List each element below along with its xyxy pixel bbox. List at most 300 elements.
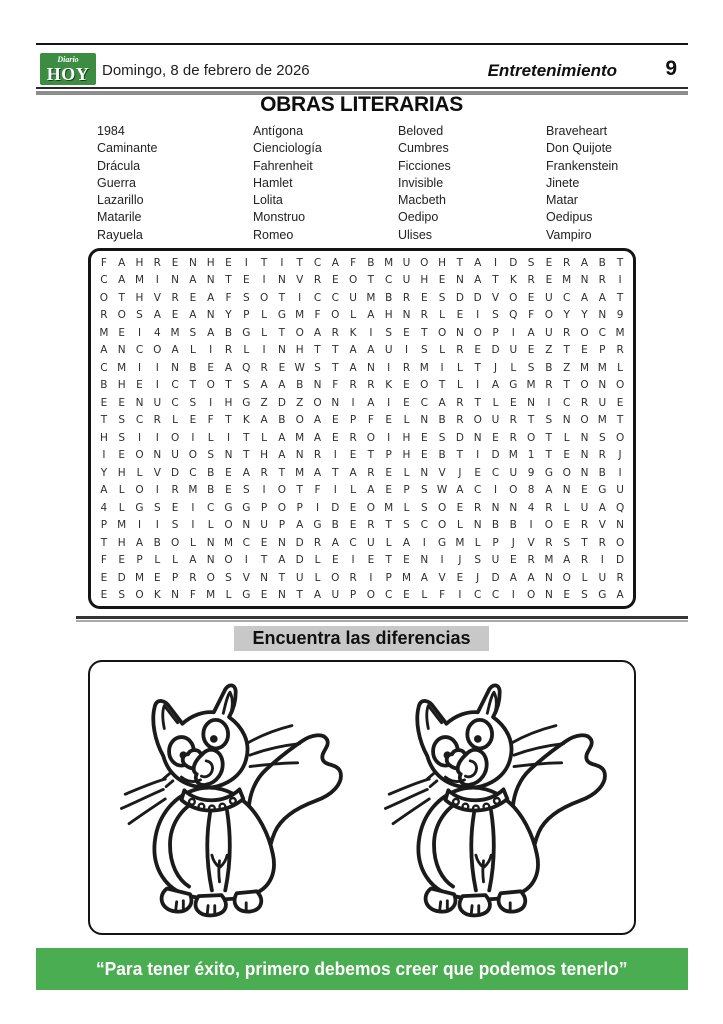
grid-cell: C — [171, 396, 179, 409]
grid-cell: M — [99, 326, 109, 339]
grid-cell: A — [420, 571, 428, 584]
grid-cell: T — [118, 291, 125, 304]
grid-cell: E — [260, 589, 268, 602]
grid-cell: E — [527, 344, 535, 357]
grid-cell: O — [188, 449, 198, 462]
grid-cell: T — [492, 274, 499, 287]
grid-cell: C — [420, 396, 428, 409]
grid-cell: O — [117, 309, 126, 322]
grid-cell: R — [313, 449, 322, 462]
grid-cell: I — [244, 554, 248, 567]
cat-drawing-left — [106, 678, 354, 918]
grid-cell: F — [350, 256, 357, 269]
grid-cell: H — [99, 431, 108, 444]
grid-cell: I — [493, 256, 498, 269]
grid-cell: C — [385, 589, 393, 602]
grid-cell: E — [118, 326, 126, 339]
grid-cell: A — [349, 466, 357, 479]
grid-cell: T — [278, 326, 286, 339]
grid-cell: B — [331, 519, 339, 532]
grid-cell: K — [385, 379, 393, 392]
grid-cell: A — [153, 309, 161, 322]
grid-cell: T — [616, 414, 624, 427]
grid-cell: I — [155, 379, 159, 392]
grid-cell: Q — [615, 501, 625, 514]
grid-cell: A — [100, 344, 108, 357]
grid-cell: O — [295, 414, 304, 427]
grid-cell: D — [277, 396, 286, 409]
grid-cell: E — [349, 519, 357, 532]
grid-cell: A — [189, 309, 197, 322]
grid-cell: E — [616, 396, 624, 409]
grid-cell: C — [563, 396, 571, 409]
grid-cell: A — [100, 484, 108, 497]
word-item: Vampiro — [546, 227, 592, 242]
grid-cell: E — [403, 379, 410, 392]
grid-cell: E — [118, 449, 126, 462]
grid-cell: B — [385, 291, 393, 304]
grid-cell: P — [492, 536, 499, 549]
grid-cell: R — [331, 326, 339, 339]
grid-cell: B — [598, 256, 606, 269]
grid-cell: A — [349, 344, 357, 357]
grid-cell: E — [385, 466, 393, 479]
grid-cell: R — [545, 501, 553, 514]
grid-cell: C — [100, 361, 108, 374]
grid-cell: O — [526, 589, 536, 602]
grid-cell: C — [100, 274, 108, 287]
word-list-column — [546, 123, 618, 244]
grid-cell: L — [189, 344, 196, 357]
grid-cell: S — [474, 554, 482, 567]
grid-cell: F — [100, 554, 107, 567]
grid-cell: O — [366, 501, 376, 514]
grid-cell: R — [527, 274, 535, 287]
grid-cell: J — [458, 554, 462, 567]
grid-cell: G — [509, 379, 518, 392]
grid-cell: O — [615, 536, 625, 549]
word-item: 1984 — [97, 124, 125, 138]
grid-cell: M — [117, 519, 127, 532]
grid-cell: I — [226, 431, 231, 444]
grid-cell: S — [438, 431, 446, 444]
grid-cell: L — [510, 361, 517, 374]
grid-cell: E — [581, 344, 588, 357]
grid-cell: I — [333, 484, 337, 497]
grid-cell: E — [420, 291, 428, 304]
grid-cell: T — [332, 361, 339, 374]
grid-cell: H — [402, 431, 411, 444]
grid-cell: I — [102, 449, 106, 462]
grid-cell: I — [280, 256, 284, 269]
grid-cell: U — [598, 396, 607, 409]
grid-cell: O — [99, 291, 109, 304]
grid-cell: S — [385, 326, 393, 339]
grid-cell: R — [580, 519, 589, 532]
grid-cell: E — [278, 361, 286, 374]
grid-cell: N — [544, 571, 553, 584]
grid-cell: M — [295, 431, 305, 444]
grid-cell: L — [154, 554, 161, 567]
grid-cell: M — [117, 361, 127, 374]
grid-cell: O — [437, 519, 447, 532]
grid-cell: R — [598, 274, 606, 287]
grid-cell: F — [332, 379, 339, 392]
grid-cell: G — [544, 466, 553, 479]
grid-cell: A — [367, 309, 375, 322]
grid-cell: A — [474, 274, 482, 287]
grid-cell: 4 — [153, 326, 161, 339]
grid-cell: C — [313, 291, 322, 304]
grid-cell: U — [491, 414, 500, 427]
grid-cell: G — [277, 309, 286, 322]
grid-cell: U — [402, 274, 411, 287]
grid-cell: E — [171, 309, 179, 322]
date-text: Domingo, 8 de febrero de 2026 — [102, 62, 310, 79]
grid-cell: F — [314, 484, 321, 497]
grid-cell: A — [491, 379, 500, 392]
grid-cell: O — [153, 344, 162, 357]
grid-cell: L — [136, 466, 143, 479]
grid-cell: E — [563, 589, 571, 602]
grid-cell: N — [242, 519, 251, 532]
grid-cell: P — [243, 309, 250, 322]
grid-cell: N — [491, 501, 500, 514]
grid-cell: N — [171, 361, 180, 374]
grid-cell: F — [528, 309, 535, 322]
grid-cell: A — [616, 589, 624, 602]
grid-cell: A — [313, 589, 322, 602]
word-item: Oedipus — [546, 210, 593, 225]
grid-cell: S — [242, 484, 250, 497]
grid-cell: L — [225, 589, 232, 602]
grid-cell: H — [295, 344, 304, 357]
grid-cell: R — [402, 361, 411, 374]
grid-cell: T — [100, 536, 108, 549]
grid-cell: H — [438, 256, 447, 269]
grid-cell: A — [296, 519, 304, 532]
grid-cell: M — [188, 484, 198, 497]
grid-cell: T — [385, 554, 392, 567]
grid-cell: O — [331, 571, 340, 584]
grid-cell: M — [544, 554, 554, 567]
grid-cell: S — [136, 309, 143, 322]
grid-cell: R — [224, 344, 233, 357]
grid-cell: R — [509, 431, 517, 444]
grid-cell: I — [351, 396, 355, 409]
grid-cell: V — [527, 536, 535, 549]
grid-cell: I — [137, 361, 142, 374]
grid-cell: F — [225, 291, 232, 304]
grid-cell: A — [313, 326, 322, 339]
grid-cell: S — [420, 484, 428, 497]
word-item: Invisible — [398, 175, 444, 190]
grid-cell: E — [100, 396, 108, 409]
grid-cell: I — [209, 344, 213, 357]
grid-cell: A — [207, 326, 215, 339]
grid-cell: O — [473, 326, 482, 339]
grid-cell: J — [493, 361, 498, 374]
grid-cell: I — [511, 326, 515, 339]
grid-cell: C — [491, 466, 500, 479]
grid-cell: I — [191, 519, 195, 532]
grid-cell: N — [420, 466, 429, 479]
grid-cell: T — [545, 449, 553, 462]
grid-cell: J — [618, 449, 622, 462]
grid-cell: R — [420, 309, 428, 322]
grid-cell: A — [456, 484, 464, 497]
grid-cell: L — [118, 501, 125, 514]
grid-cell: F — [100, 256, 107, 269]
grid-cell: P — [599, 344, 606, 357]
grid-cell: I — [351, 554, 355, 567]
grid-cell: E — [189, 414, 197, 427]
grid-cell: O — [544, 519, 554, 532]
grid-cell: S — [545, 414, 553, 427]
grid-cell: R — [100, 309, 108, 322]
grid-cell: C — [563, 291, 571, 304]
grid-cell: T — [563, 379, 570, 392]
grid-cell: C — [171, 379, 179, 392]
grid-cell: T — [225, 379, 232, 392]
grid-cell: S — [581, 589, 588, 602]
grid-cell: S — [420, 344, 428, 357]
grid-cell: U — [295, 571, 304, 584]
grid-cell: M — [295, 309, 305, 322]
grid-cell: L — [207, 519, 214, 532]
grid-cell: L — [350, 484, 357, 497]
grid-cell: O — [562, 466, 571, 479]
grid-cell: I — [369, 571, 373, 584]
word-item: Drácula — [97, 158, 141, 173]
word-item: Hamlet — [253, 175, 293, 190]
grid-cell: R — [189, 571, 197, 584]
grid-cell: S — [527, 361, 535, 374]
grid-cell: 4 — [100, 501, 108, 514]
grid-cell: U — [349, 291, 357, 304]
grid-cell: K — [242, 414, 250, 427]
grid-cell: O — [420, 256, 429, 269]
grid-cell: N — [135, 396, 144, 409]
grid-cell: O — [224, 554, 233, 567]
section-title: Entretenimiento — [487, 61, 617, 80]
grid-cell: I — [315, 501, 320, 514]
grid-cell: N — [562, 414, 571, 427]
grid-cell: N — [527, 396, 536, 409]
grid-cell: D — [509, 256, 518, 269]
grid-cell: I — [137, 519, 142, 532]
grid-cell: U — [384, 344, 393, 357]
grid-cell: N — [420, 554, 429, 567]
grid-cell: A — [278, 449, 286, 462]
grid-cell: T — [332, 344, 339, 357]
grid-cell: T — [581, 536, 588, 549]
grid-cell: E — [118, 554, 126, 567]
grid-cell: A — [189, 274, 197, 287]
grid-cell: N — [171, 274, 180, 287]
grid-cell: O — [509, 291, 518, 304]
grid-cell: S — [438, 291, 446, 304]
grid-cell: N — [473, 519, 482, 532]
grid-cell: D — [616, 554, 625, 567]
grid-cell: E — [331, 431, 339, 444]
grid-cell: 9 — [616, 309, 624, 322]
grid-cell: B — [367, 256, 375, 269]
grid-cell: O — [437, 501, 447, 514]
grid-cell: F — [207, 414, 214, 427]
grid-cell: T — [243, 449, 250, 462]
grid-cell: S — [527, 256, 535, 269]
grid-cell: E — [100, 589, 108, 602]
grid-cell: L — [261, 309, 268, 322]
grid-cell: E — [545, 256, 553, 269]
grid-cell: R — [563, 326, 571, 339]
grid-cell: G — [242, 589, 251, 602]
grid-cell: U — [260, 519, 268, 532]
grid-cell: I — [298, 291, 302, 304]
word-item: Beloved — [398, 124, 444, 138]
grid-cell: M — [134, 571, 145, 584]
grid-cell: J — [458, 466, 462, 479]
grid-cell: U — [509, 344, 518, 357]
grid-cell: N — [153, 449, 162, 462]
grid-cell: M — [206, 589, 216, 602]
grid-cell: E — [207, 361, 215, 374]
grid-cell: O — [366, 431, 376, 444]
grid-cell: D — [491, 344, 500, 357]
grid-cell: K — [153, 589, 161, 602]
grid-cell: H — [117, 536, 126, 549]
grid-cell: C — [331, 291, 339, 304]
grid-cell: B — [224, 326, 233, 339]
grid-cell: P — [260, 501, 268, 514]
grid-cell: R — [474, 501, 482, 514]
grid-cell: A — [527, 326, 535, 339]
section-divider — [76, 616, 688, 622]
grid-cell: I — [422, 536, 426, 549]
grid-cell: R — [509, 414, 517, 427]
grid-cell: L — [118, 484, 125, 497]
grid-cell: Y — [225, 309, 232, 322]
grid-cell: E — [492, 431, 499, 444]
grid-cell: G — [242, 326, 251, 339]
grid-cell: I — [493, 484, 498, 497]
logo-diario-text: Diario — [57, 54, 79, 64]
grid-cell: E — [349, 449, 357, 462]
grid-cell: B — [189, 361, 197, 374]
grid-cell: A — [242, 466, 250, 479]
grid-cell: T — [225, 414, 232, 427]
grid-cell: T — [314, 344, 321, 357]
grid-cell: O — [615, 379, 625, 392]
grid-cell: N — [295, 449, 304, 462]
grid-cell: Q — [509, 309, 518, 322]
grid-cell: 8 — [527, 484, 535, 497]
grid-cell: Z — [260, 396, 268, 409]
grid-cell: I — [387, 361, 391, 374]
word-item: Caminante — [97, 141, 158, 156]
grid-cell: I — [155, 361, 159, 374]
grid-cell: E — [545, 274, 553, 287]
grid-cell: M — [526, 379, 536, 392]
grid-cell: E — [242, 274, 250, 287]
grid-cell: T — [545, 431, 553, 444]
grid-cell: C — [242, 536, 250, 549]
grid-cell: A — [367, 396, 375, 409]
grid-cell: V — [598, 519, 606, 532]
grid-cell: R — [402, 291, 411, 304]
grid-cell: T — [456, 449, 464, 462]
grid-cell: N — [188, 256, 197, 269]
grid-cell: A — [118, 274, 126, 287]
grid-cell: A — [367, 344, 375, 357]
grid-cell: E — [331, 554, 339, 567]
grid-cell: M — [419, 361, 429, 374]
grid-cell: E — [403, 326, 410, 339]
grid-cell: V — [491, 291, 500, 304]
grid-cell: A — [171, 344, 179, 357]
grid-cell: G — [313, 519, 322, 532]
grid-cell: O — [224, 519, 233, 532]
word-list — [97, 123, 642, 244]
grid-cell: L — [172, 554, 179, 567]
grid-cell: N — [455, 274, 464, 287]
grid-cell: T — [474, 396, 481, 409]
grid-cell: K — [509, 274, 517, 287]
grid-cell: E — [260, 536, 268, 549]
grid-cell: O — [277, 501, 287, 514]
grid-cell: V — [296, 274, 304, 287]
grid-cell: F — [189, 589, 196, 602]
grid-cell: R — [456, 414, 464, 427]
grid-cell: 4 — [527, 501, 535, 514]
grid-cell: I — [191, 431, 195, 444]
grid-cell: O — [526, 431, 536, 444]
grid-cell: T — [563, 344, 570, 357]
grid-cell: E — [456, 571, 464, 584]
grid-cell: E — [153, 571, 161, 584]
grid-cell: U — [331, 589, 340, 602]
grid-cell: T — [367, 274, 375, 287]
quote-bar — [36, 948, 688, 990]
grid-cell: D — [455, 291, 464, 304]
grid-cell: E — [136, 379, 143, 392]
grid-cell: I — [155, 484, 159, 497]
grid-cell: I — [458, 589, 462, 602]
grid-cell: T — [296, 589, 303, 602]
grid-cell: N — [473, 431, 482, 444]
grid-cell: L — [261, 326, 268, 339]
grid-cell: F — [367, 414, 374, 427]
grid-cell: L — [261, 431, 268, 444]
grid-cell: B — [598, 466, 606, 479]
grid-cell: C — [474, 484, 482, 497]
grid-cell: L — [314, 554, 321, 567]
grid-cell: I — [209, 396, 213, 409]
grid-cell: I — [191, 501, 195, 514]
grid-cell: I — [387, 396, 391, 409]
grid-cell: N — [224, 449, 233, 462]
grid-cell: O — [135, 589, 144, 602]
word-item: Frankenstein — [546, 158, 619, 173]
grid-cell: E — [403, 554, 410, 567]
grid-cell: O — [509, 484, 518, 497]
grid-cell: O — [473, 414, 482, 427]
grid-cell: E — [581, 484, 588, 497]
grid-cell: R — [153, 256, 161, 269]
grid-cell: E — [420, 449, 428, 462]
grid-cell: I — [618, 274, 622, 287]
